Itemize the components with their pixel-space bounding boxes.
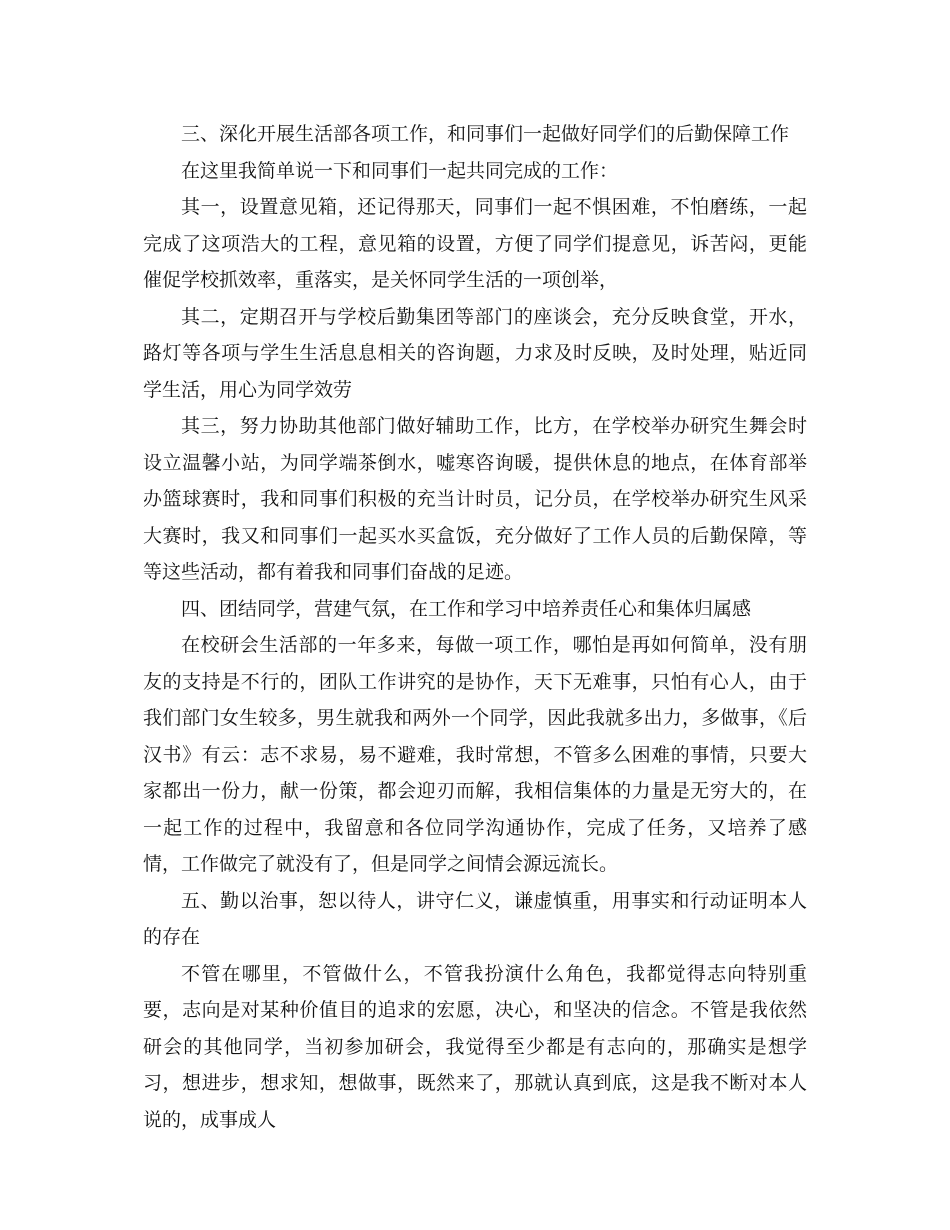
section-heading-4: 四、团结同学，营建气氛，在工作和学习中培养责任心和集体归属感 [181, 597, 752, 620]
paragraph-item-3: 其三，努力协助其他部门做好辅助工作，比方，在学校举办研究生舞会时设立温馨小站，为同学端茶倒水，嘘寒咨询暖，提供休息的地点，在体育部举办篮球赛时，我和同事们积极的充当计时员，记分员，在学校举办研究生风采大赛时，我又和同事们一起买水买盒饭，充分做好了工作人员的后勤保障，等等这些活动，都有着我和同事们奋战的足迹。 [143, 415, 807, 583]
paragraph-teamwork: 在校研会生活部的一年多来，每做一项工作，哪怕是再如何简单，没有朋友的支持是不行的，团队工作讲究的是协作，天下无难事，只怕有心人，由于我们部门女生较多，男生就我和两外一个同学，因此我就多出力，多做事，《后汉书》有云：志不求易，易不避难，我时常想，不管多么困难的事情，只要大家都出一份力，献一份策，都会迎刃而解，我相信集体的力量是无穷大的，在一起工作的过程中，我留意和各位同学沟通协作，完成了任务，又培养了感情，工作做完了就没有了，但是同学之间情会源远流长。 [143, 634, 807, 875]
section-heading-5: 五、勤以治事，恕以待人，讲守仁义，谦虚慎重，用事实和行动证明本人的存在 [143, 889, 807, 948]
paragraph-intro: 在这里我简单说一下和同事们一起共同完成的工作： [181, 159, 619, 182]
paragraph-item-2: 其二，定期召开与学校后勤集团等部门的座谈会，充分反映食堂，开水，路灯等各项与学生生活息息相关的咨询题，力求及时反映，及时处理，贴近同学生活，用心为同学效劳 [143, 305, 807, 401]
section-heading-3: 三、深化开展生活部各项工作，和同事们一起做好同学们的后勤保障工作 [181, 123, 790, 145]
paragraph-ambition: 不管在哪里，不管做什么，不管我扮演什么角色，我都觉得志向特别重要，志向是对某种价值目的追求的宏愿，决心，和坚决的信念。不管是我依然研会的其他同学，当初参加研会，我觉得至少都是有志向的，那确实是想学习，想进步，想求知，想做事，既然来了，那就认真到底，这是我不断对本人说的，成事成人 [143, 962, 807, 1131]
paragraph-item-1: 其一，设置意见箱，还记得那天，同事们一起不惧困难，不怕磨练，一起完成了这项浩大的工程，意见箱的设置，方便了同学们提意见，诉苦闷，更能催促学校抓效率，重落实，是关怀同学生活的一项创举， [143, 196, 807, 291]
document-body [143, 116, 807, 1138]
